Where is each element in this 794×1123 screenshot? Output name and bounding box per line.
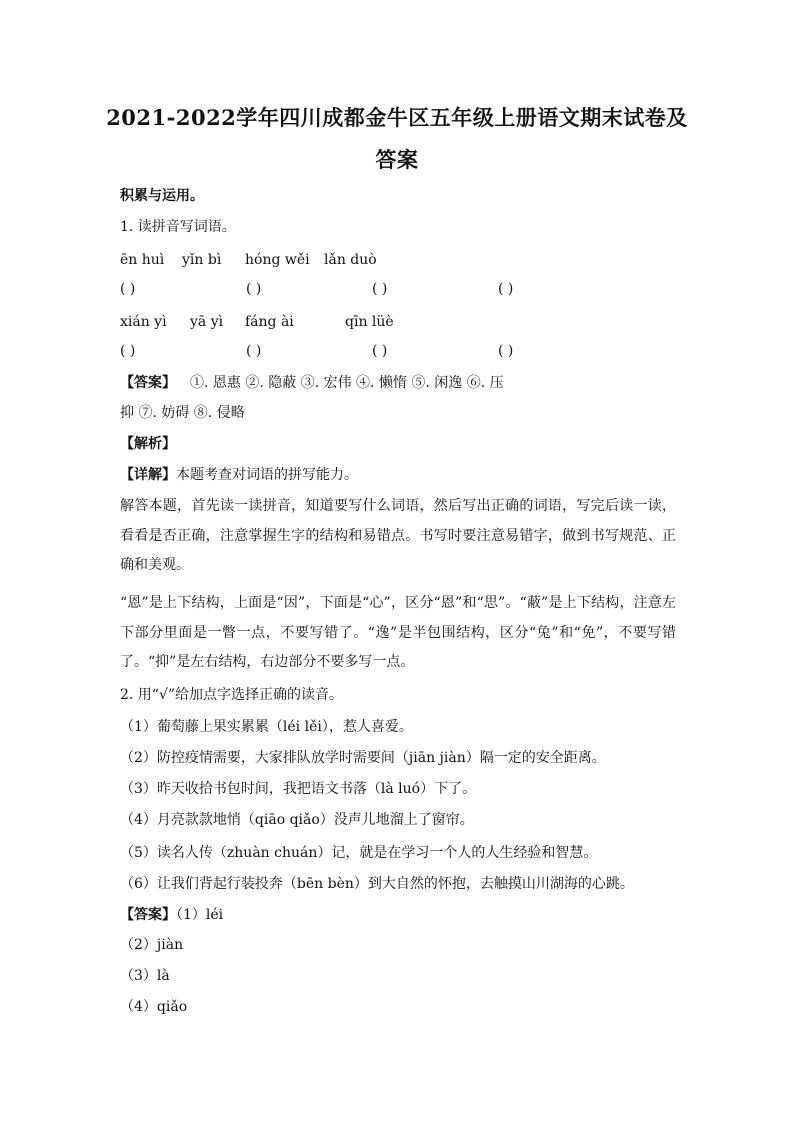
pinyin-item: xián yì: [120, 314, 167, 330]
q2-answer: （3）là: [120, 968, 170, 984]
q2-answer: （1）léi: [176, 907, 224, 923]
q2-item: （4）月亮款款地悄（qiāo qiǎo）没声儿地溜上了窗帘。: [120, 812, 474, 828]
section-heading: 积累与运用。: [120, 188, 204, 204]
answer-blank: ( ): [498, 343, 514, 359]
q1-answer-line1: [120, 373, 504, 393]
q1-explanation-para1: 解答本题，首先读一读拼音，知道要写什么词语，然后写出正确的词语，写完后读一读，看看是否正确，注意掌握生字的结构和易错点。书写时要注意易错字，做到书写规范、正确和美观。: [120, 498, 676, 573]
document-title-line2: 答案: [375, 147, 419, 172]
detail-label: 【详解】: [120, 467, 176, 483]
pinyin-item: qīn lüè: [345, 314, 394, 330]
answer-blank: ( ): [120, 281, 136, 297]
q2-item: （3）昨天收拾书包时间，我把语文书落（là luó）下了。: [120, 781, 477, 797]
q2-item: （1）葡萄藤上果实累累（léi lěi），惹人喜爱。: [120, 719, 413, 735]
answer-label: 【答案】: [120, 375, 176, 391]
pinyin-item: yǐn bì: [182, 252, 222, 268]
pinyin-item: yā yì: [190, 314, 224, 330]
detail-text: 本题考查对词语的拼写能力。: [176, 467, 358, 483]
q2-item: （2）防控疫情需要，大家排队放学时需要间（jiān jiàn）隔一定的安全距离。: [120, 750, 606, 766]
q1-answer-line2: 抑 ⑦. 妨碍 ⑧. 侵略: [120, 405, 245, 421]
q2-answer: （4）qiǎo: [120, 999, 188, 1015]
answer-blank: ( ): [246, 281, 262, 297]
answer-blank: ( ): [120, 343, 136, 359]
answer-blank: ( ): [372, 343, 388, 359]
answer-label: 【答案】: [120, 907, 176, 923]
q2-answer: （2）jiàn: [120, 937, 184, 953]
q1-prompt: 1. 读拼音写词语。: [120, 219, 236, 235]
q2-prompt: 2. 用“√”给加点字选择正确的读音。: [120, 687, 344, 703]
q1-explanation-para2: “恩”是上下结构，上面是“因”，下面是“心”，区分“恩”和“思”。“蔽”是上下结构，注意左下部分里面是一瞥一点，不要写错了。“逸”是半包围结构，区分“兔”和“免”，不要写错了。“抑”是左右结构，右边部分不要多写一点。: [120, 595, 676, 670]
q2-answer-line1: [120, 905, 223, 925]
q1-detail-line: [120, 465, 358, 485]
document-title-line1: 2021-2022学年四川成都金牛区五年级上册语文期末试卷及: [106, 105, 688, 130]
pinyin-item: hóng wěi: [245, 252, 310, 268]
answer-blank: ( ): [372, 281, 388, 297]
pinyin-item: lǎn duò: [324, 252, 377, 268]
pinyin-item: fáng ài: [245, 314, 294, 330]
pinyin-item: ēn huì: [120, 252, 165, 268]
q2-item: （6）让我们背起行装投奔（bēn bèn）到大自然的怀抱，去触摸山川湖海的心跳。: [120, 876, 634, 892]
q1-answer-text1: ①. 恩惠 ②. 隐蔽 ③. 宏伟 ④. 懒惰 ⑤. 闲逸 ⑥. 压: [190, 375, 504, 391]
answer-blank: ( ): [246, 343, 262, 359]
q2-item: （5）读名人传（zhuàn chuán）记，就是在学习一个人的人生经验和智慧。: [120, 845, 598, 861]
analysis-label: 【解析】: [120, 436, 176, 452]
answer-blank: ( ): [498, 281, 514, 297]
